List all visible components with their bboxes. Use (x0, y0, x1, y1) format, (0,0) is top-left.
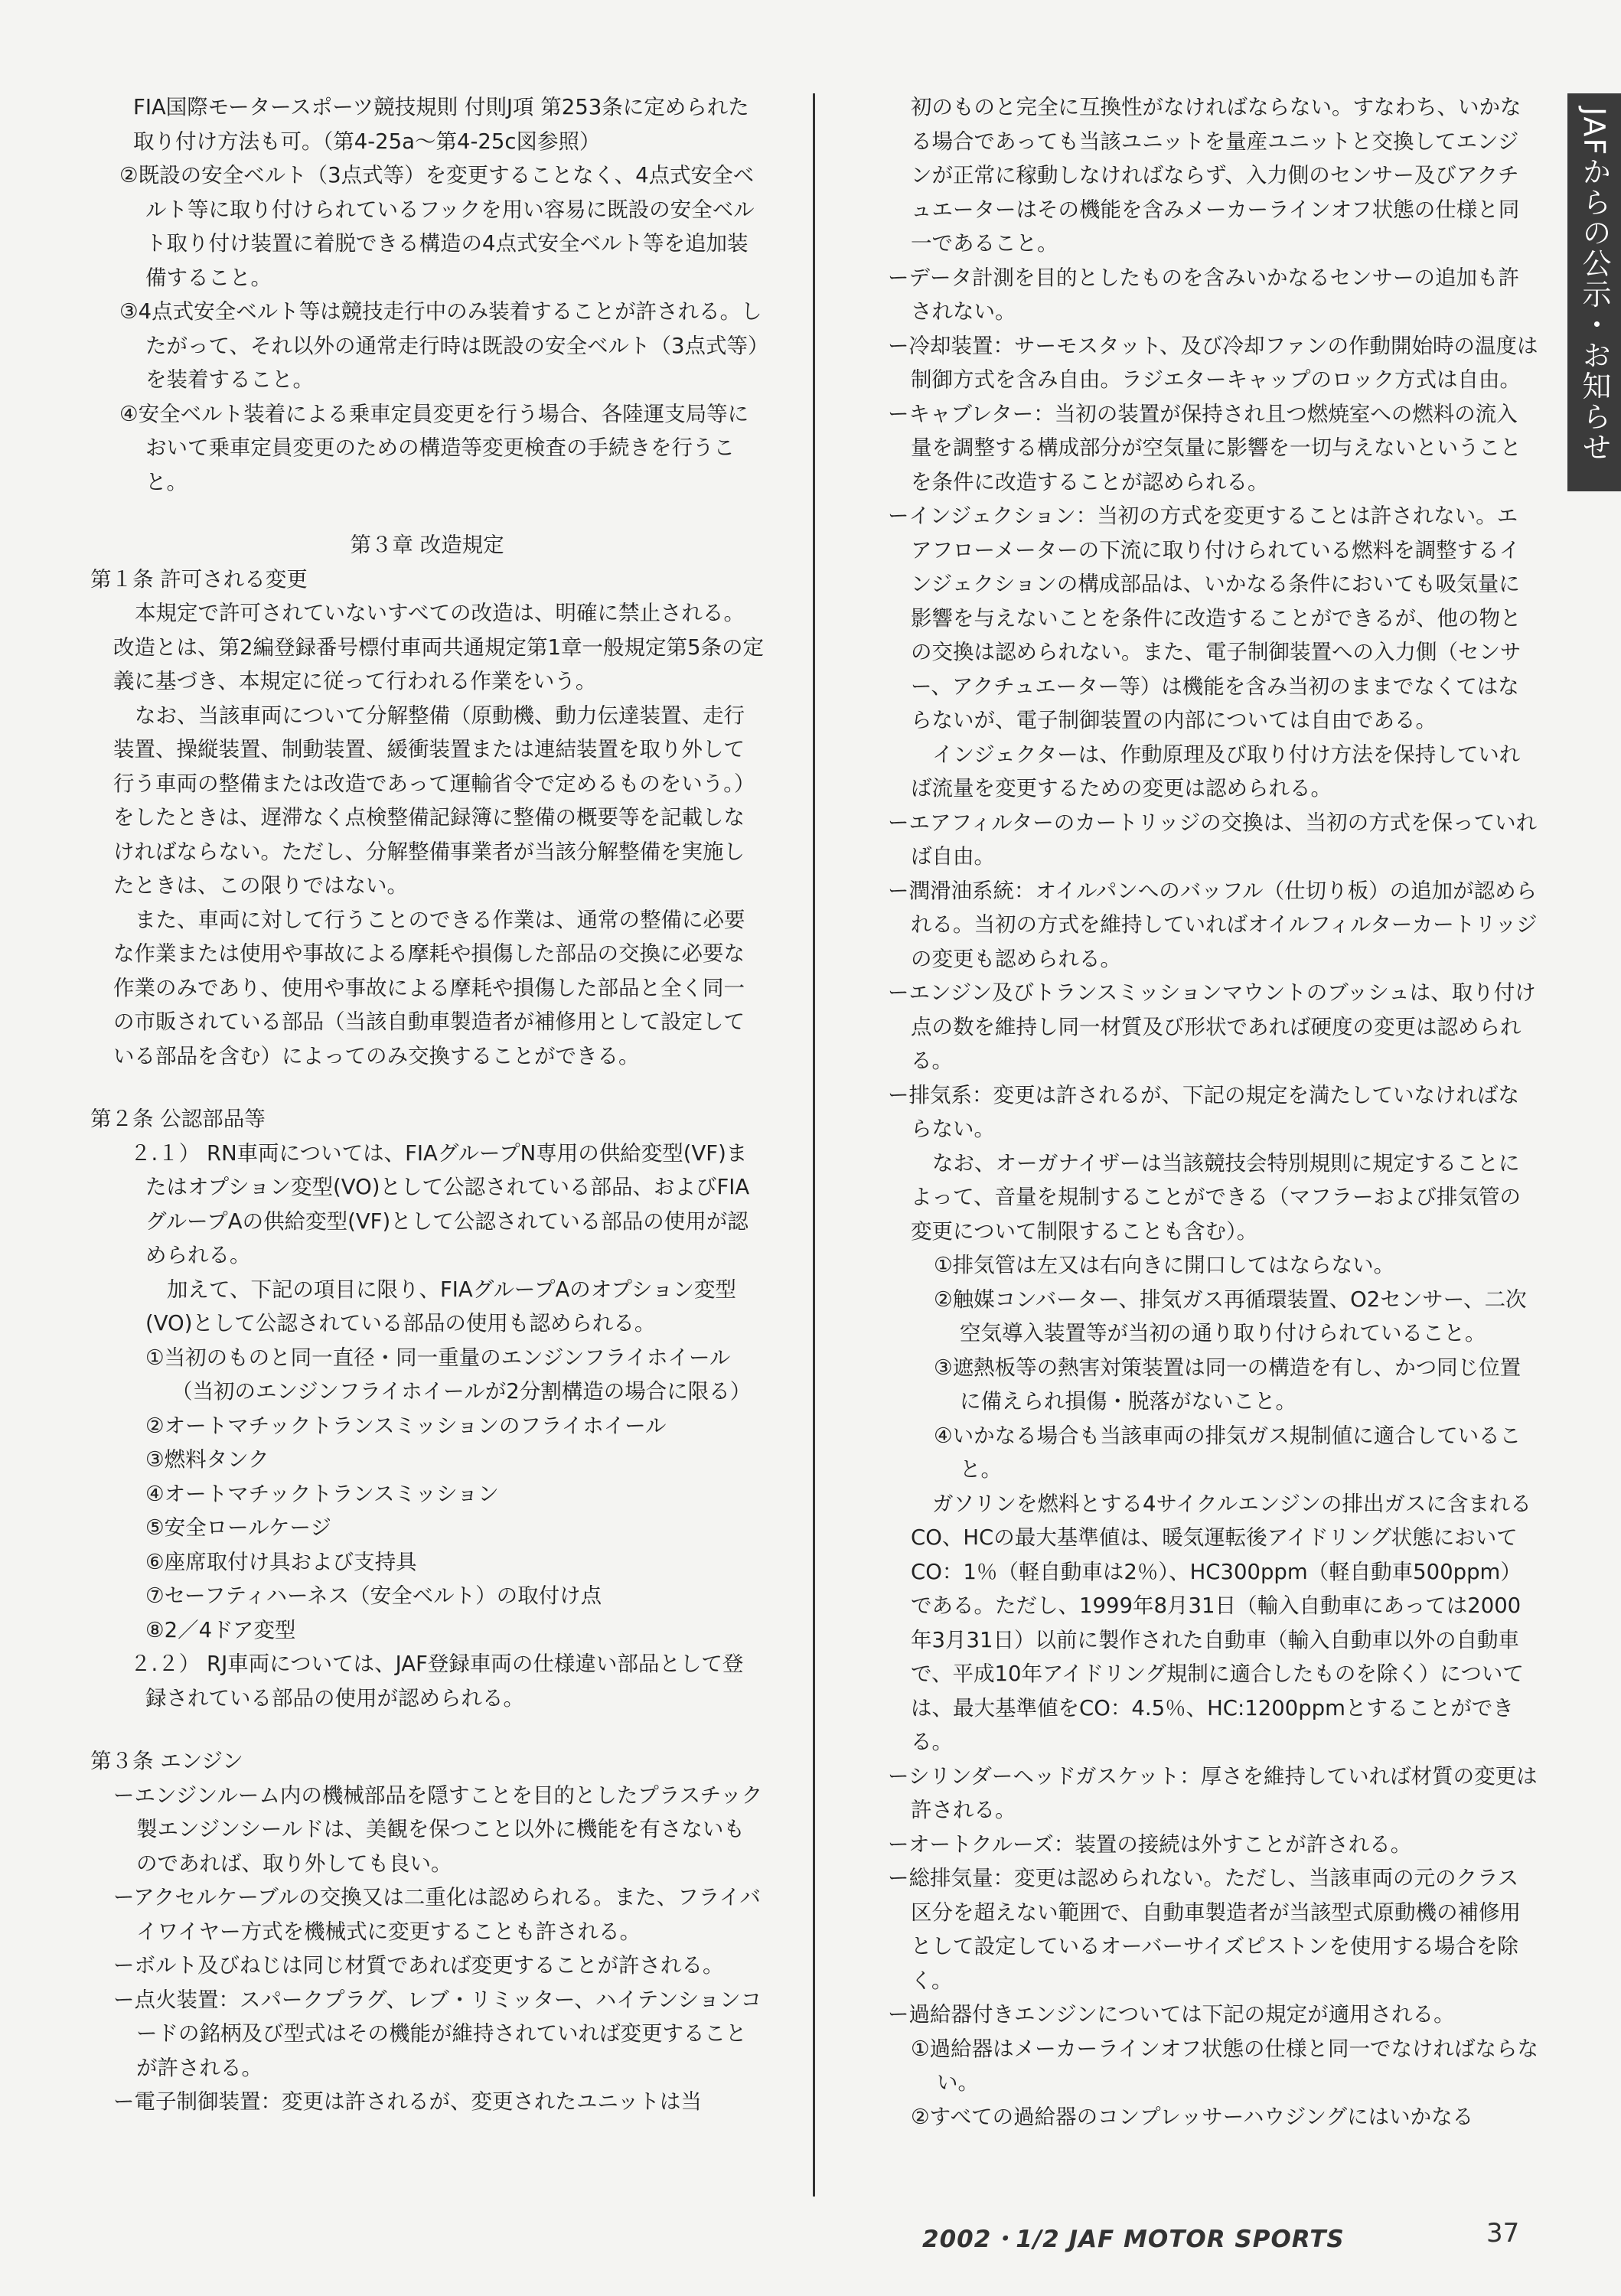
list-item: ーキャブレター：当初の装置が保持され且つ燃焼室への燃料の流入量を調整する構成部分が空気量に影響を一切与えないということを条件に改造することが認められる。 (888, 401, 1522, 494)
article-heading: 第２条 公認部品等 (90, 1107, 266, 1131)
list-item: ーシリンダーヘッドガスケット：厚さを維持していれば材質の変更は許される。 (888, 1763, 1538, 1822)
paragraph: 本規定で許可されていないすべての改造は、明確に禁止される。改造とは、第2編登録番号標付車両共通規定第1章一般規定第5条の定義に基づき、本規定に従って行われる作業をいう。 (113, 601, 764, 693)
list-item: ②オートマチックトランスミッションのフライホイール (145, 1413, 667, 1438)
spacer (90, 1715, 764, 1744)
list-item: ③燃料タンク (145, 1447, 269, 1472)
left-column (90, 90, 764, 2119)
list-item: ②既設の安全ベルト（3点式等）を変更することなく、4点式安全ベルト等に取り付けられているフックを用い容易に既設の安全ベルト取り付け装置に着脱できる構造の4点式安全ベルト等を追加装備すること。 (119, 163, 755, 290)
list-item: ーエアフィルターのカートリッジの交換は、当初の方式を保っていれば自由。 (888, 810, 1538, 869)
list-item: ①当初のものと同一直径・同一重量のエンジンフライホイール（当初のエンジンフライホイールが2分割構造の場合に限る） (145, 1345, 752, 1404)
page-number: 37 (1486, 2218, 1520, 2249)
paragraph: FIA国際モータースポーツ競技規則 付則J項 第253条に定められた取り付け方法も可。（第4-25a〜第4-25c図参照） (133, 95, 749, 154)
magazine-footer: 2002・1/2 JAF MOTOR SPORTS (922, 2226, 1345, 2253)
list-item: ⑧2／4ドア変型 (145, 1617, 296, 1642)
paragraph: ２.１） RN車両については、FIAグループN専用の供給変型(VF)またはオプション変型(VO)として公認されている部品、およびFIAグループAの供給変型(VF)として公認されている部品の使用が認められる。 (130, 1140, 750, 1267)
list-item: ②すべての過給器のコンプレッサーハウジングにはいかなる (911, 2104, 1474, 2129)
list-item: ーアクセルケーブルの交換又は二重化は認められる。また、フライバイワイヤー方式を機械式に変更することも許される。 (113, 1885, 761, 1944)
section-tab-label: JAFからの公示・お知らせ (1577, 107, 1611, 463)
list-item: ーエンジンルーム内の機械部品を隠すことを目的としたプラスチック製エンジンシールドは、美観を保つこと以外に機能を有さないものであれば、取り外しても良い。 (113, 1782, 763, 1876)
list-item: ④安全ベルト装着による乗車定員変更を行う場合、各陸運支局等において乗車定員変更のための構造等変更検査の手続きを行うこと。 (119, 401, 749, 494)
list-item: ー電子制御装置：変更は許されるが、変更されたユニットは当 (113, 2089, 702, 2114)
spacer (90, 1073, 764, 1102)
list-item: ーエンジン及びトランスミッションマウントのブッシュは、取り付け点の数を維持し同一材質及び形状であれば硬度の変更は認められる。 (888, 980, 1536, 1073)
column-divider (813, 93, 815, 2197)
list-item: ②触媒コンバーター、排気ガス再循環装置、O2センサー、二次空気導入装置等が当初の通り取り付けられていること。 (934, 1287, 1527, 1345)
list-item: ー潤滑油系統：オイルパンへのバッフル（仕切り板）の追加が認められる。当初の方式を維持していればオイルフィルターカートリッジの変更も認められる。 (888, 878, 1538, 971)
article-heading: 第３条 エンジン (90, 1749, 243, 1773)
paragraph: 加えて、下記の項目に限り、FIAグループAのオプション変型(VO)として公認されている部品の使用も認められる。 (145, 1277, 736, 1336)
paragraph: ガソリンを燃料とする4サイクルエンジンの排出ガスに含まれるCO、HCの最大基準値は、暖気運転後アイドリング状態においてCO：1％（軽自動車は2％）、HC300ppm（軽自動車500ppm）である。ただし、1999年8月31日（輸入自動車にあっては2000年3月31日）以前に製作された自動車（輸入自動車以外の自動車で、平成10年アイドリング規制に適合したものを除く）については、最大基準値をCO：4.5％、HC:1200ppmとすることができる。 (911, 1491, 1531, 1754)
list-item: ①過給器はメーカーラインオフ状態の仕様と同一でなければならない。 (911, 2036, 1538, 2095)
list-item: ーボルト及びねじは同じ材質であれば変更することが許される。 (113, 1953, 724, 1978)
list-item: ③4点式安全ベルト等は競技走行中のみ装着することが許される。したがって、それ以外の通常走行時は既設の安全ベルト（3点式等）を装着すること。 (119, 299, 762, 392)
list-item: ーオートクルーズ：装置の接続は外すことが許される。 (888, 1831, 1412, 1857)
paragraph: 初のものと完全に互換性がなければならない。すなわち、いかなる場合であっても当該ユニットを量産ユニットと交換してエンジンが正常に稼動しなければならず、入力側のセンサー及びアクチュエーターはその機能を含みメーカーラインオフ状態の仕様と同一であること。 (911, 95, 1522, 256)
list-item: ー排気系：変更は許されるが、下記の規定を満たしていなければならない。 (888, 1082, 1519, 1141)
list-item: ⑤安全ロールケージ (145, 1515, 332, 1540)
list-item: ④いかなる場合も当該車両の排気ガス規制値に適合していること。 (934, 1423, 1522, 1482)
paragraph: また、車両に対して行うことのできる作業は、通常の整備に必要な作業または使用や事故による摩耗や損傷した部品の交換に必要な作業のみであり、使用や事故による摩耗や損傷した部品と全く同一の市販されている部品（当該自動車製造者が補修用として設定している部品を含む）によってのみ交換することができる。 (113, 907, 745, 1068)
paragraph: なお、オーガナイザーは当該競技会特別規則に規定することによって、音量を規制することができる（マフラーおよび排気管の変更について制限することも含む）。 (911, 1150, 1521, 1244)
article-heading: 第１条 許可される変更 (90, 566, 308, 592)
list-item: ①排気管は左又は右向きに開口してはならない。 (934, 1253, 1395, 1277)
paragraph: なお、当該車両について分解整備（原動機、動力伝達装置、走行装置、操縦装置、制動装置、緩衝装置または連結装置を取り外して行う車両の整備または改造であって運輸省令で定めるものをいう。）をしたときは、遅滞なく点検整備記録簿に整備の概要等を記載しなければならない。ただし、分解整備事業者が当該分解整備を実施したときは、この限りではない。 (113, 703, 755, 898)
chapter-heading: 第３章 改造規定 (350, 533, 504, 557)
list-item: ー冷却装置：サーモスタット、及び冷却ファンの作動開始時の温度は制御方式を含み自由。ラジエターキャップのロック方式は自由。 (888, 333, 1538, 392)
right-column (888, 90, 1538, 2134)
list-item: ー過給器付きエンジンについては下記の規定が適用される。 (888, 2002, 1455, 2027)
list-item: ⑦セーフティハーネス（安全ベルト）の取付け点 (145, 1583, 602, 1608)
list-item: ③遮熱板等の熱害対策装置は同一の構造を有し、かつ同じ位置に備えられ損傷・脱落がないこと。 (934, 1355, 1522, 1414)
list-item: ーデータ計測を目的としたものを含みいかなるセンサーの追加も許されない。 (888, 265, 1519, 324)
paragraph: インジェクターは、作動原理及び取り付け方法を保持していれば流量を変更するための変更は認められる。 (911, 742, 1521, 801)
list-item: ーインジェクション：当初の方式を変更することは許されない。エアフローメーターの下流に取り付けられている燃料を調整するインジェクションの構成部品は、いかなる条件においても吸気量に影響を与えないことを条件に改造することができるが、他の物との交換は認められない。また、電子制御装置への入力側（センサー、アクチュエーター等）は機能を含み当初のままでなくてはならないが、電子制御装置の内部については自由である。 (888, 504, 1522, 732)
list-item: ⑥座席取付け具および支持具 (145, 1549, 417, 1574)
list-item: ー総排気量：変更は認められない。ただし、当該車両の元のクラス区分を超えない範囲で、自動車製造者が当該型式原動機の補修用として設定しているオーバーサイズピストンを使用する場合を除く。 (888, 1866, 1521, 1993)
list-item: ー点火装置：スパークプラグ、レブ・リミッター、ハイテンションコードの銘柄及び型式はその機能が維持されていれば変更することが許される。 (113, 1987, 762, 2080)
list-item: ④オートマチックトランスミッション (145, 1481, 499, 1506)
paragraph: ２.２） RJ車両については、JAF登録車両の仕様違い部品として登録されている部品の使用が認められる。 (130, 1652, 744, 1711)
